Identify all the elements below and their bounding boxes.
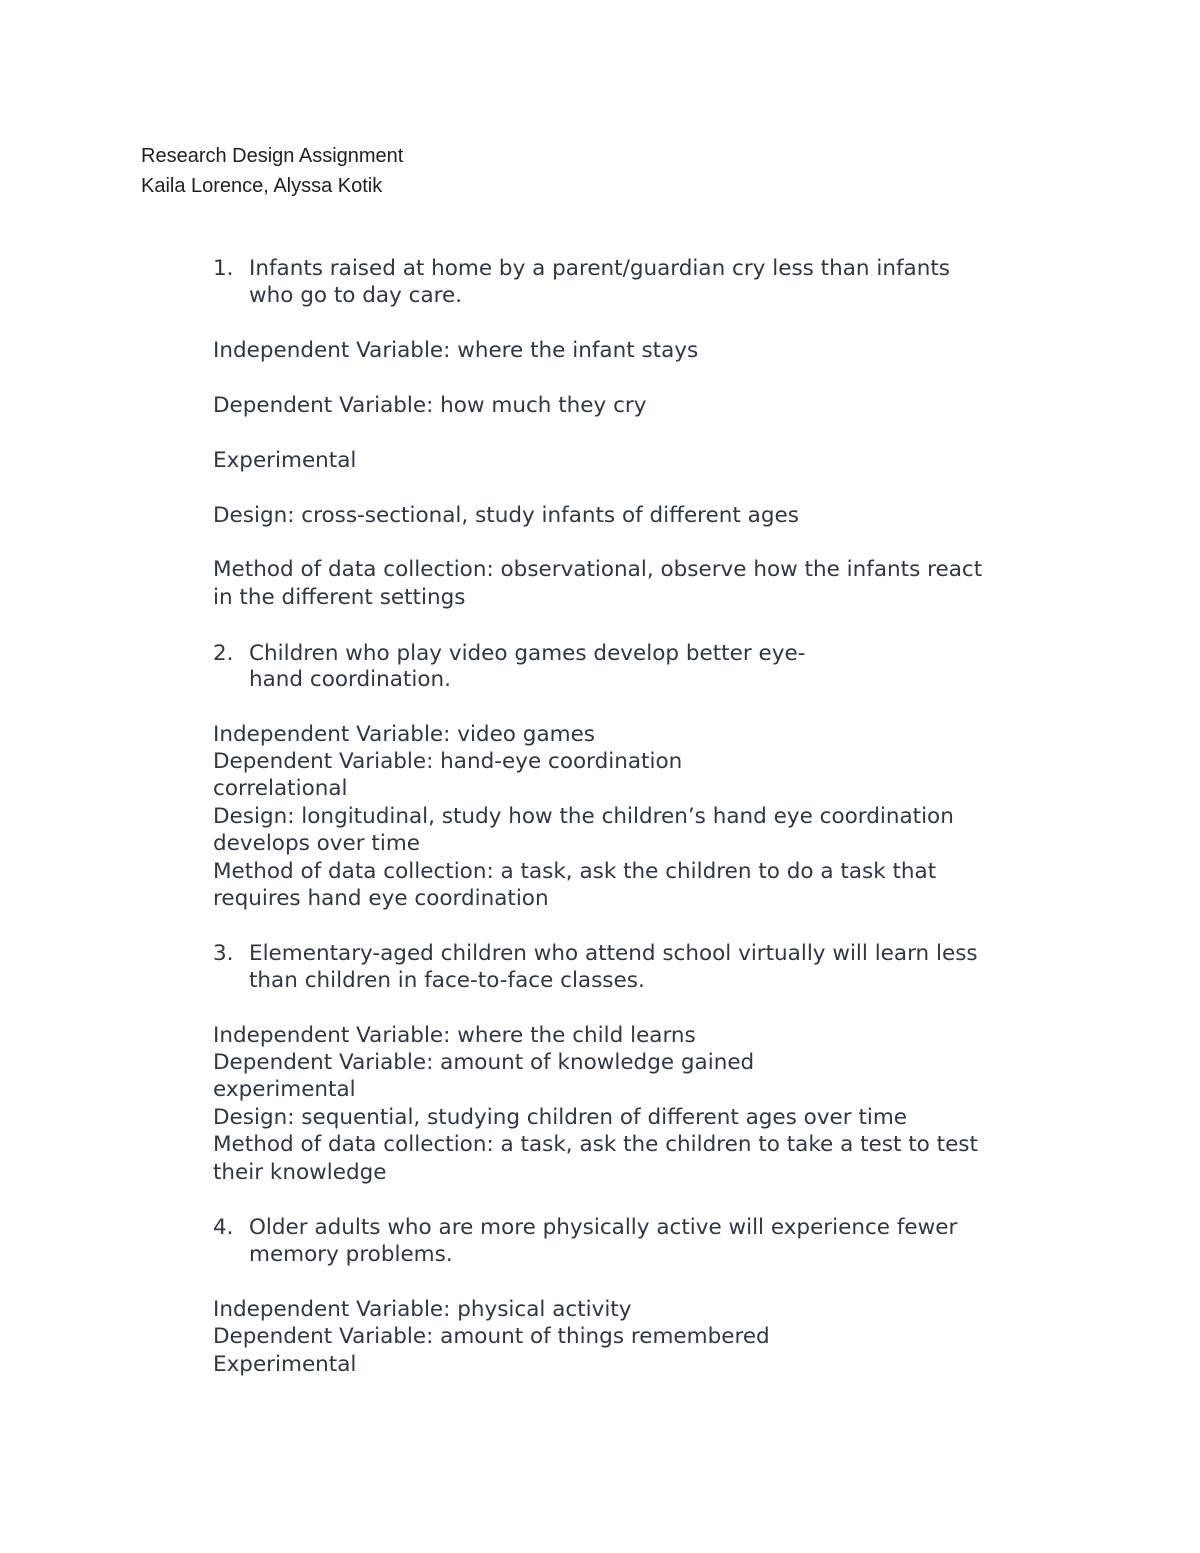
hypothesis-line: Children who play video games develop better eye-	[249, 641, 806, 666]
item-number: 2.	[213, 641, 234, 666]
method-of-data-collection-continued: their knowledge	[213, 1160, 387, 1185]
document-title: Research Design Assignment	[141, 145, 404, 167]
hypothesis-line: Older adults who are more physically active will experience fewer	[249, 1215, 958, 1240]
hypothesis-line: memory problems.	[249, 1242, 453, 1267]
study-type: correlational	[213, 776, 348, 801]
design: Design: sequential, studying children of different ages over time	[213, 1105, 908, 1130]
document-header	[141, 141, 403, 201]
method-of-data-collection-continued: in the different settings	[213, 585, 466, 610]
item-number: 4.	[213, 1215, 234, 1240]
independent-variable: Independent Variable: where the infant stays	[213, 338, 699, 363]
method-of-data-collection: Method of data collection: a task, ask the children to take a test to test	[213, 1132, 978, 1157]
design-continued: develops over time	[213, 831, 420, 856]
design: Design: cross-sectional, study infants of different ages	[213, 503, 799, 528]
item-number: 3.	[213, 941, 234, 966]
dependent-variable: Dependent Variable: how much they cry	[213, 393, 647, 418]
hypothesis-line: who go to day care.	[249, 283, 463, 308]
dependent-variable: Dependent Variable: amount of things remembered	[213, 1324, 770, 1349]
document-authors: Kaila Lorence, Alyssa Kotik	[141, 175, 383, 197]
design: Design: longitudinal, study how the children’s hand eye coordination	[213, 804, 954, 829]
hypothesis-line: Infants raised at home by a parent/guardian cry less than infants	[249, 256, 950, 281]
study-type: Experimental	[213, 448, 357, 473]
hypothesis-line: than children in face-to-face classes.	[249, 968, 645, 993]
independent-variable: Independent Variable: physical activity	[213, 1297, 632, 1322]
dependent-variable: Dependent Variable: hand-eye coordination	[213, 749, 683, 774]
independent-variable: Independent Variable: where the child learns	[213, 1023, 696, 1048]
item-number: 1.	[213, 256, 234, 281]
study-type: experimental	[213, 1077, 356, 1102]
method-of-data-collection-continued: requires hand eye coordination	[213, 886, 549, 911]
hypothesis-line: Elementary-aged children who attend school virtually will learn less	[249, 941, 978, 966]
dependent-variable: Dependent Variable: amount of knowledge gained	[213, 1050, 755, 1075]
method-of-data-collection: Method of data collection: a task, ask the children to do a task that	[213, 859, 937, 884]
hypothesis-line: hand coordination.	[249, 667, 451, 692]
study-type: Experimental	[213, 1352, 357, 1377]
method-of-data-collection: Method of data collection: observational, observe how the infants react	[213, 557, 983, 582]
independent-variable: Independent Variable: video games	[213, 722, 595, 747]
